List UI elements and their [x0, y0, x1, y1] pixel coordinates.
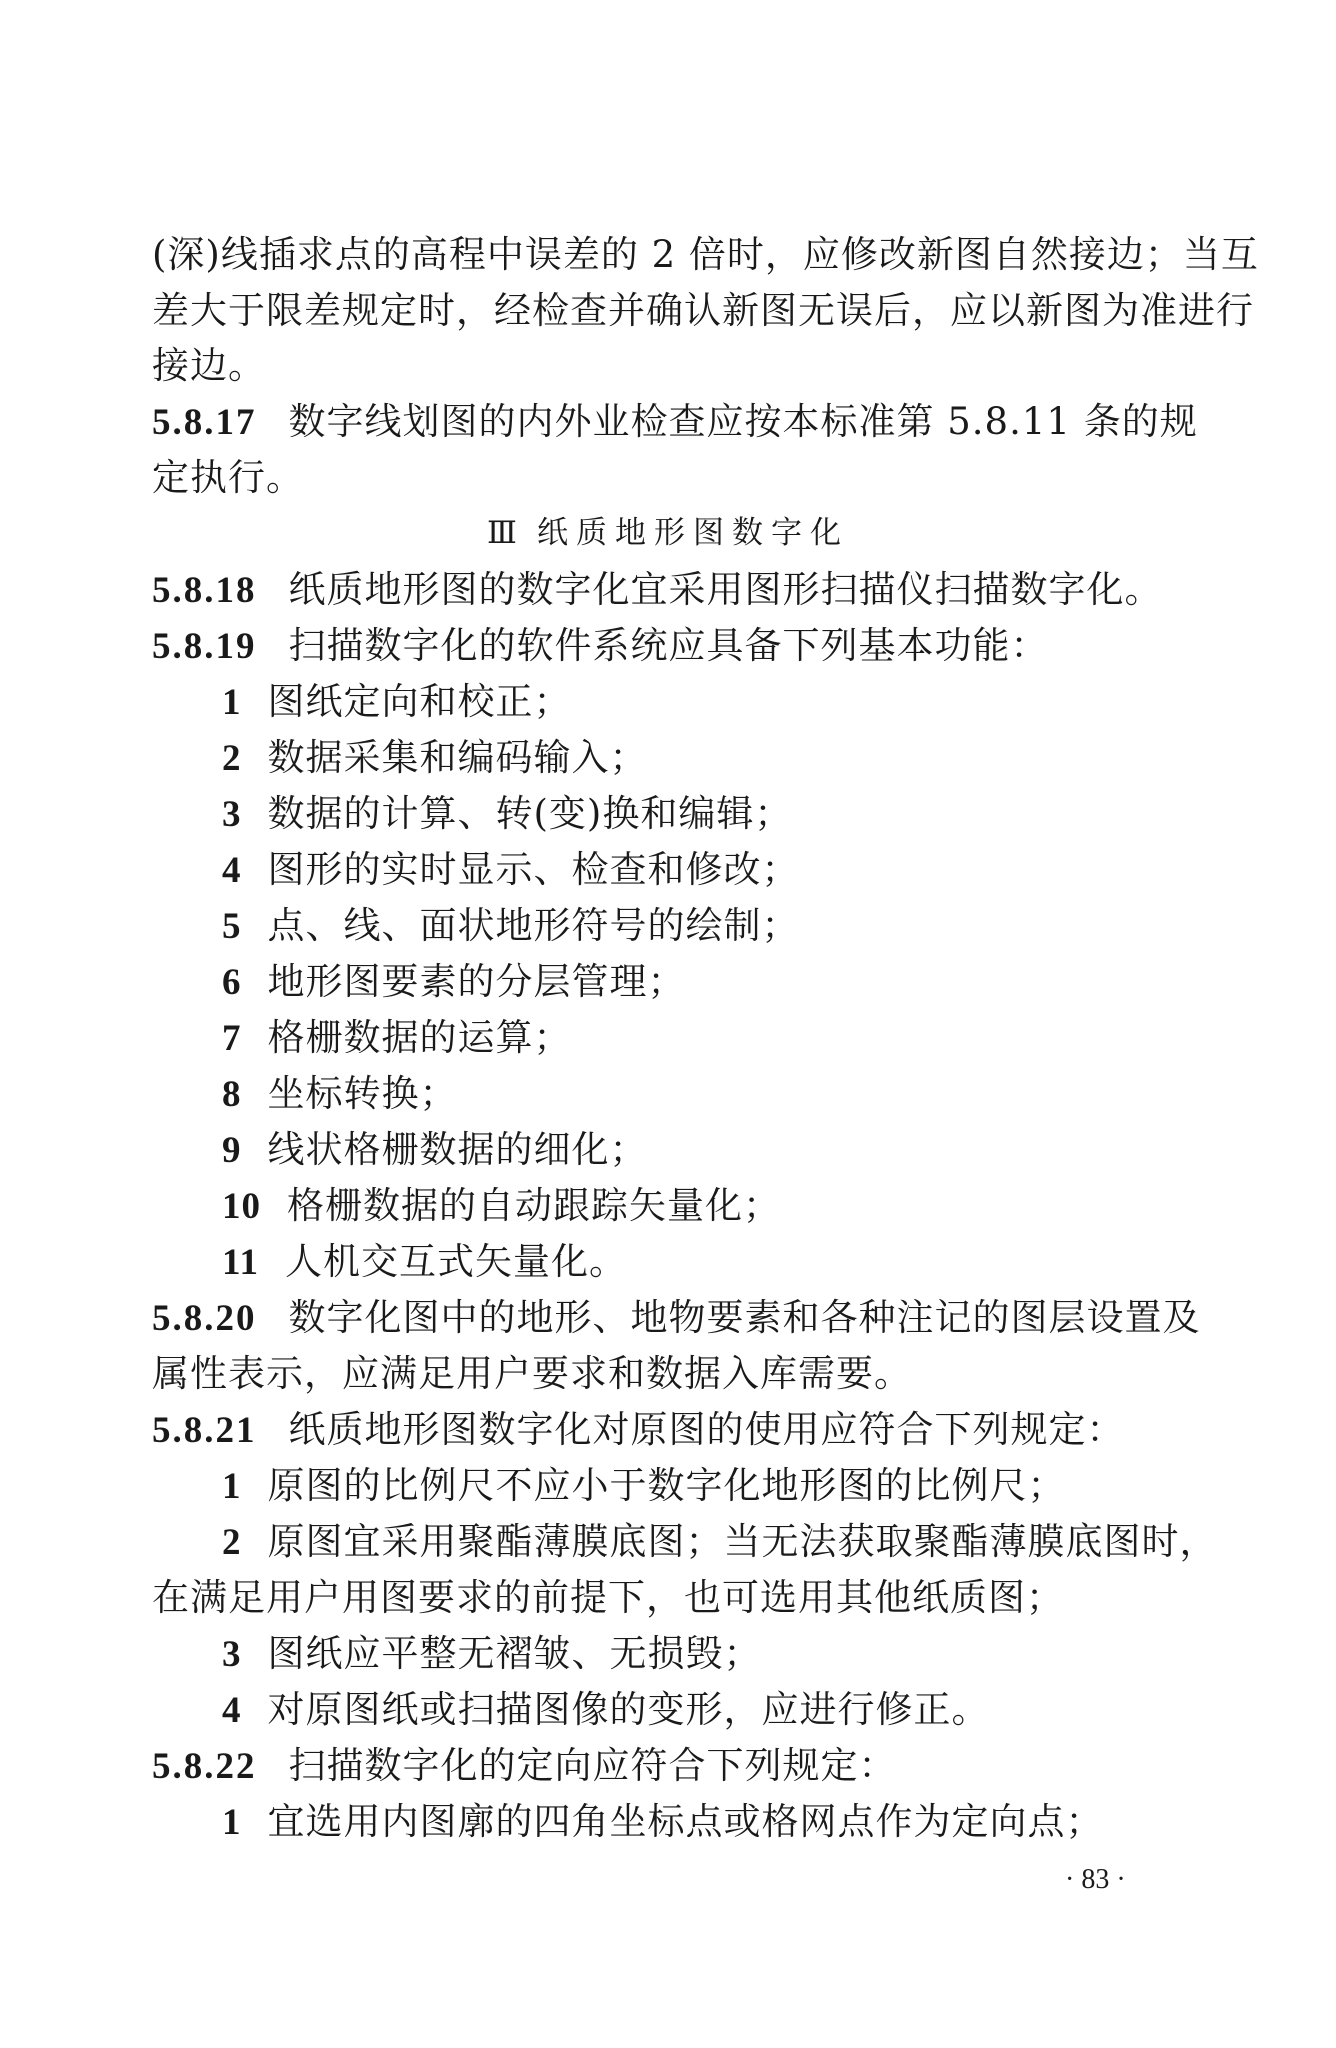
list-item: 11 人机交互式矢量化。: [222, 1240, 627, 1283]
clause-5-8-20: 5.8.20 数字化图中的地形、地物要素和各种注记的图层设置及: [152, 1296, 1201, 1339]
paragraph-line: (深)线插求点的高程中误差的 2 倍时，应修改新图自然接边；当互: [152, 233, 1259, 276]
paragraph-line: 属性表示，应满足用户要求和数据入库需要。: [152, 1352, 912, 1395]
paragraph-line: 接边。: [152, 344, 266, 387]
clause-5-8-21: 5.8.21 纸质地形图数字化对原图的使用应符合下列规定：: [152, 1408, 1125, 1451]
list-item: 4 图形的实时显示、检查和修改；: [222, 848, 800, 891]
clause-5-8-18: 5.8.18 纸质地形图的数字化宜采用图形扫描仪扫描数字化。: [152, 568, 1163, 611]
list-item: 3 图纸应平整无褶皱、无损毁；: [222, 1632, 762, 1675]
list-item: 9 线状格栅数据的细化；: [222, 1128, 648, 1171]
paragraph-line: 差大于限差规定时，经检查并确认新图无误后，应以新图为准进行: [152, 289, 1254, 332]
paragraph-line: 在满足用户用图要求的前提下，也可选用其他纸质图；: [152, 1576, 1064, 1619]
clause-5-8-19: 5.8.19 扫描数字化的软件系统应具备下列基本功能：: [152, 624, 1049, 667]
list-item: 3 数据的计算、转(变)换和编辑；: [222, 792, 793, 835]
list-item: 1 宜选用内图廓的四角坐标点或格网点作为定向点；: [222, 1800, 1104, 1843]
clause-number: 5.8.17: [152, 402, 257, 443]
clause-number: 5.8.22: [152, 1746, 257, 1787]
list-item: 2 数据采集和编码输入；: [222, 736, 648, 779]
page-number: · 83 ·: [1065, 1864, 1126, 1895]
list-item: 5 点、线、面状地形符号的绘制；: [222, 904, 800, 947]
list-item: 1 图纸定向和校正；: [222, 680, 572, 723]
list-item: 8 坐标转换；: [222, 1072, 458, 1115]
list-item: 7 格栅数据的运算；: [222, 1016, 572, 1059]
clause-number: 5.8.18: [152, 570, 257, 611]
clause-number: 5.8.20: [152, 1298, 257, 1339]
list-item: 1 原图的比例尺不应小于数字化地形图的比例尺；: [222, 1464, 1066, 1507]
list-item: 4 对原图纸或扫描图像的变形，应进行修正。: [222, 1688, 990, 1731]
clause-5-8-22: 5.8.22 扫描数字化的定向应符合下列规定：: [152, 1744, 897, 1787]
clause-number: 5.8.19: [152, 626, 257, 667]
paragraph-line: 定执行。: [152, 456, 304, 499]
section-title: Ⅲ 纸质地形图数字化: [487, 515, 849, 551]
section-roman-numeral: Ⅲ: [487, 515, 517, 551]
clause-number: 5.8.21: [152, 1410, 257, 1451]
list-item: 10 格栅数据的自动跟踪矢量化；: [222, 1184, 781, 1227]
clause-5-8-17: 5.8.17 数字线划图的内外业检查应按本标准第 5.8.11 条的规: [152, 400, 1198, 443]
list-item: 6 地形图要素的分层管理；: [222, 960, 686, 1003]
list-item: 2 原图宜采用聚酯薄膜底图；当无法获取聚酯薄膜底图时，: [222, 1520, 1218, 1563]
